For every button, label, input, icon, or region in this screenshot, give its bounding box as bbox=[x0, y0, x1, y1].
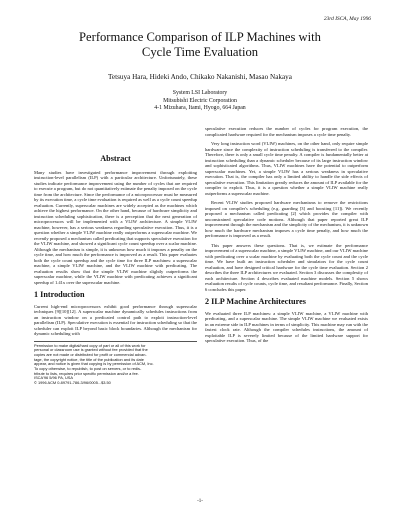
page-number: -1- bbox=[197, 499, 203, 504]
abstract-text: Many studies have investigated performance improvement through exploiting instruction-level parallelism (ILP) with a particular architecture. Unfortunately, these studies indicate performance improvement using the number of cycles that are required to execute a program, but do not quantitatively estimate the penalty imposed on the cycle time from the architecture. Since the performance of a microprocessor must be measured by its execution time, a cycle time evaluation is required as well as a cycle count speedup evaluation. Currently, superscalar machines are widely accepted as the machines which achieve the highest performance. On the other hand, because of hardware simplicity and instruction scheduling sophistication, there is a perception that the next generation of microprocessors will be implemented with a VLIW architecture. A simple VLIW machine, however, has a serious weakness regarding speculative execution. Thus, it is a question whether a simple VLIW machine really outperforms a superscalar machine. We recently proposed a mechanism called predicating that supports speculative execution for the VLIW machine, and showed a significant cycle count speedup over a scalar machine. Although the mechanism is simple, it is unknown how much it imposes a penalty on the cycle time, and how much the performance is improved as a result. This paper evaluates both the cycle count speedup and the cycle time for three ILP machines: a superscalar machine, a simple VLIW machine, and the VLIW machine with predicating. The evaluation results show that the simple VLIW machine slightly outperforms the superscalar machine, while the VLIW machine with predicating achieves a significant speedup of 1.41x over the superscalar machine. bbox=[34, 169, 197, 285]
venue-label: 23rd ISCA, May 1996 bbox=[323, 16, 371, 22]
abstract-heading: Abstract bbox=[100, 154, 131, 163]
copyright-line: copies are not made or distributed for profit or commercial advan- bbox=[34, 351, 147, 357]
copyright-notice bbox=[34, 341, 197, 386]
copyright-line: appear, and notice is given that copying is by permission of ACM, Inc. bbox=[34, 361, 154, 367]
copyright-line: personal or classroom use is granted without fee provided that the bbox=[34, 347, 148, 353]
title-line-1: Performance Comparison of ILP Machines with bbox=[79, 30, 321, 44]
copyright-line: To copy otherwise, to republish, to post on servers, or to redis- bbox=[34, 366, 142, 372]
copyright-line: © 1996 ACM 0-89791-786-3/96/0005...$3.50 bbox=[34, 380, 111, 386]
copyright-line: tage, the copyright notice, the title of the publication and its date bbox=[34, 356, 144, 362]
left-column bbox=[34, 140, 197, 386]
copyright-line: Permission to make digital/hard copy of part or all of this work for bbox=[34, 342, 146, 348]
affiliation-lab: System LSI Laboratory bbox=[172, 90, 228, 96]
copyright-line: tribute to lists, requires prior specific permission and/or a fee. bbox=[34, 370, 139, 376]
intro-text: Current high-end microprocessors exhibit good performance through superscalar techniques [9][10][12]. A superscalar machine dynamically schedules instructions from an instruction window on a predicated control path to exploit instruction-level parallelism (ILP). Speculative execution is essential for instruction scheduling so that the scheduler can exploit ILP beyond basic block boundaries. Although the mechanism for dynamic scheduling with bbox=[34, 303, 197, 336]
affiliation-address: 4-1 Mizuhara, Itami, Hyogo, 664 Japan bbox=[154, 105, 246, 112]
affiliation-company: Mitsubishi Electric Corporation bbox=[163, 97, 237, 104]
body-paragraph: Recent VLIW studies proposed hardware mechanisms to remove the restrictions imposed on compiler's scheduling (e.g. guarding [3] and boosting [11]). We recently proposed a mechanism called predicating [2] which provides the compiler with unconstrained speculative code motions. Although that paper reported great ILP improvement through the mechanism and the simplicity of the mechanism, it is unknown how much the hardware mechanism imposes a cycle time penalty, and how much the performance is improved as a result. bbox=[205, 200, 368, 238]
right-column bbox=[205, 126, 368, 348]
intro-heading: 1 Introduction bbox=[34, 290, 85, 299]
copyright-line: ISCA'96 5/96 PA, USA bbox=[34, 375, 73, 381]
authors: Tetsuya Hara, Hideki Ando, Chikako Nakanishi, Masao Nakaya bbox=[108, 73, 292, 81]
title-line-2: Cycle Time Evaluation bbox=[141, 45, 259, 59]
section2-text: We evaluated three ILP machines: a simple VLIW machine, a VLIW machine with predicating, and a superscalar machine. The simple VLIW machine we evaluated exists in an extreme side in ILP machines in terms of simplicity. This machine may run with the fastest clock rate. Although the compiler schedules instructions, the amount of exploitable ILP is severely limited because of the limited hardware support for speculative execution. Thus, of the bbox=[205, 310, 368, 343]
body-paragraph: Very long instruction word (VLIW) machines, on the other hand, only require simple hardware since the complexity of instruction scheduling is transferred to the compiler. Therefore, there is only a small cycle time penalty. A compiler is fundamentally better at instruction scheduling than a dynamic scheduler because of its large instruction window and sophisticated algorithms. Thus, VLIW machines have the potential to outperform superscalar machines. Yet, a simple VLIW has a serious weakness in speculative execution. That is, the compiler has only a limited ability to handle the side effects of speculative execution. This limitation greatly reduces the amount of ILP available for the compiler to exploit. Thus, it is a question whether a simple VLIW machine really outperforms a superscalar machine. bbox=[205, 141, 368, 196]
affiliation bbox=[0, 90, 400, 113]
section2-heading: 2 ILP Machine Architectures bbox=[205, 297, 306, 306]
body-paragraph: speculative execution reduces the number of cycles for program execution, the complicated hardware required for the mechanism imposes a cycle time penalty. bbox=[205, 126, 368, 137]
body-paragraph: This paper answers these questions. That is, we estimate the performance improvement of a superscalar machine, a simple VLIW machine, and our VLIW machine with predicating over a scalar machine by evaluating both the cycle count and the cycle time. We have built an instruction scheduler and simulators for the cycle count evaluation, and have designed critical hardware for the cycle time evaluation. Section 2 describes the three ILP architectures we evaluated. Section 3 discusses the complexity of each architecture. Section 4 describes evaluated machine models. Section 5 shows evaluation results of cycle counts, cycle time, and resultant performance. Finally, Section 6 concludes this paper. bbox=[205, 242, 368, 292]
paper-title bbox=[0, 30, 400, 60]
